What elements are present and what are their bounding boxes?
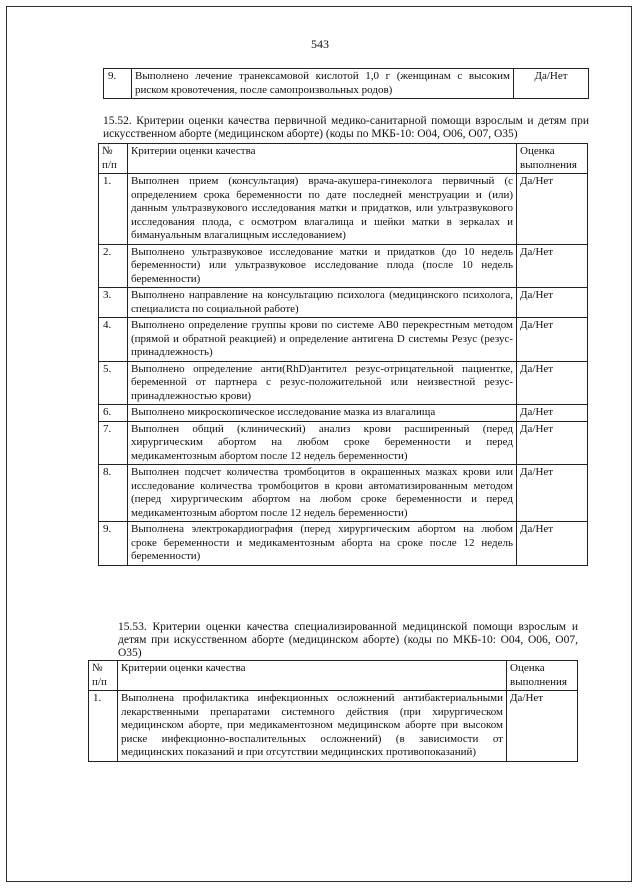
row-criterion: Выполнен подсчет количества тромбоцитов в окрашенных мазках крови или исследование количества тромбоцитов в крови автоматизированным методом (перед хирургическим абортом на любом сроке беременности и перед медикаментозным абортом после 12 недель беременности) <box>128 465 517 522</box>
row-number: 2. <box>99 244 128 288</box>
table-row <box>99 288 588 318</box>
row-criterion: Выполнен прием (консультация) врача-акушера-гинеколога первичный (с определением срока беременности по дате последней менструации и (или) данным ультразвукового исследования матки и придатков, или ультразвукового исследования плода, с осмотром влагалища и шейки матки в зеркалах и бимануальным влагалищным исследованием) <box>128 174 517 245</box>
header-criterion: Критерии оценки качества <box>128 144 517 174</box>
header-result: Оценка выполнения <box>517 144 588 174</box>
row-result: Да/Нет <box>517 318 588 362</box>
header-result: Оценка выполнения <box>507 661 578 691</box>
row-result: Да/Нет <box>517 405 588 422</box>
row-number: 4. <box>99 318 128 362</box>
table-row <box>99 318 588 362</box>
top-criteria-table <box>103 68 589 99</box>
row-number: 6. <box>99 405 128 422</box>
row-criterion: Выполнено направление на консультацию психолога (медицинского психолога, специалиста по социальной работе) <box>128 288 517 318</box>
header-num: № п/п <box>99 144 128 174</box>
table-row <box>89 691 578 762</box>
row-number: 1. <box>99 174 128 245</box>
section-1553-title: 15.53. Критерии оценки качества специализированной медицинской помощи взрослым и детям при искусственном аборте (медицинском аборте) (коды по МКБ-10: O04, O06, O07, O35) <box>118 621 578 659</box>
row-criterion: Выполнена электрокардиография (перед хирургическим абортом на любом сроке беременности и медикаментозным аборта на сроке после 12 недель беременности) <box>128 522 517 566</box>
row-number: 3. <box>99 288 128 318</box>
row-number: 9. <box>104 69 132 99</box>
row-criterion: Выполнена профилактика инфекционных осложнений антибактериальными лекарственными препаратами системного действия (при хирургическом медицинском аборте, при медикаментозном медицинском аборте при высоком риске инфекционно-воспалительных осложнений) (в зависимости от медицинских показаний и при отсутствии медицинских противопоказаний) <box>118 691 507 762</box>
row-result: Да/Нет <box>517 244 588 288</box>
row-number: 7. <box>99 421 128 465</box>
row-result: Да/Нет <box>517 361 588 405</box>
table-row <box>99 522 588 566</box>
table-row <box>99 174 588 245</box>
row-criterion: Выполнено микроскопическое исследование мазка из влагалища <box>128 405 517 422</box>
section-1552-title: 15.52. Критерии оценки качества первичной медико-санитарной помощи взрослым и детям при искусственном аборте (медицинском аборте) (коды по МКБ-10: O04, O06, O07, O35) <box>103 115 589 140</box>
table-header-row <box>89 661 578 691</box>
row-criterion: Выполнено определение анти(RhD)антител резус-отрицательной пациентке, беременной от партнера с резус-положительной или неизвестной резус-принадлежностью крови) <box>128 361 517 405</box>
section-1552-table <box>98 143 588 566</box>
row-criterion: Выполнен общий (клинический) анализ крови расширенный (перед хирургическим абортом на любом сроке беременности и перед медикаментозным абортом после 12 недель беременности) <box>128 421 517 465</box>
row-number: 1. <box>89 691 118 762</box>
row-result: Да/Нет <box>517 421 588 465</box>
table-row <box>99 421 588 465</box>
page-number: 543 <box>311 37 329 51</box>
table-header-row <box>99 144 588 174</box>
row-number: 5. <box>99 361 128 405</box>
row-number: 8. <box>99 465 128 522</box>
table-row <box>104 69 589 99</box>
header-num: № п/п <box>89 661 118 691</box>
table-row <box>99 465 588 522</box>
table-row <box>99 244 588 288</box>
row-result: Да/Нет <box>507 691 578 762</box>
row-criterion: Выполнено определение группы крови по системе AB0 перекрестным методом (прямой и обратной реакцией) и определение антигена D системы Резус (резус-принадлежность) <box>128 318 517 362</box>
row-criterion: Выполнено ультразвуковое исследование матки и придатков (до 10 недель беременности) или ультразвуковое исследование плода (после 10 недель беременности) <box>128 244 517 288</box>
row-result: Да/Нет <box>514 69 589 99</box>
header-criterion: Критерии оценки качества <box>118 661 507 691</box>
row-criterion: Выполнено лечение транексамовой кислотой 1,0 г (женщинам с высоким риском кровотечения, после самопроизвольных родов) <box>132 69 514 99</box>
row-result: Да/Нет <box>517 174 588 245</box>
table-row <box>99 361 588 405</box>
row-number: 9. <box>99 522 128 566</box>
row-result: Да/Нет <box>517 288 588 318</box>
row-result: Да/Нет <box>517 465 588 522</box>
table-row <box>99 405 588 422</box>
row-result: Да/Нет <box>517 522 588 566</box>
section-1553-table <box>88 660 578 762</box>
